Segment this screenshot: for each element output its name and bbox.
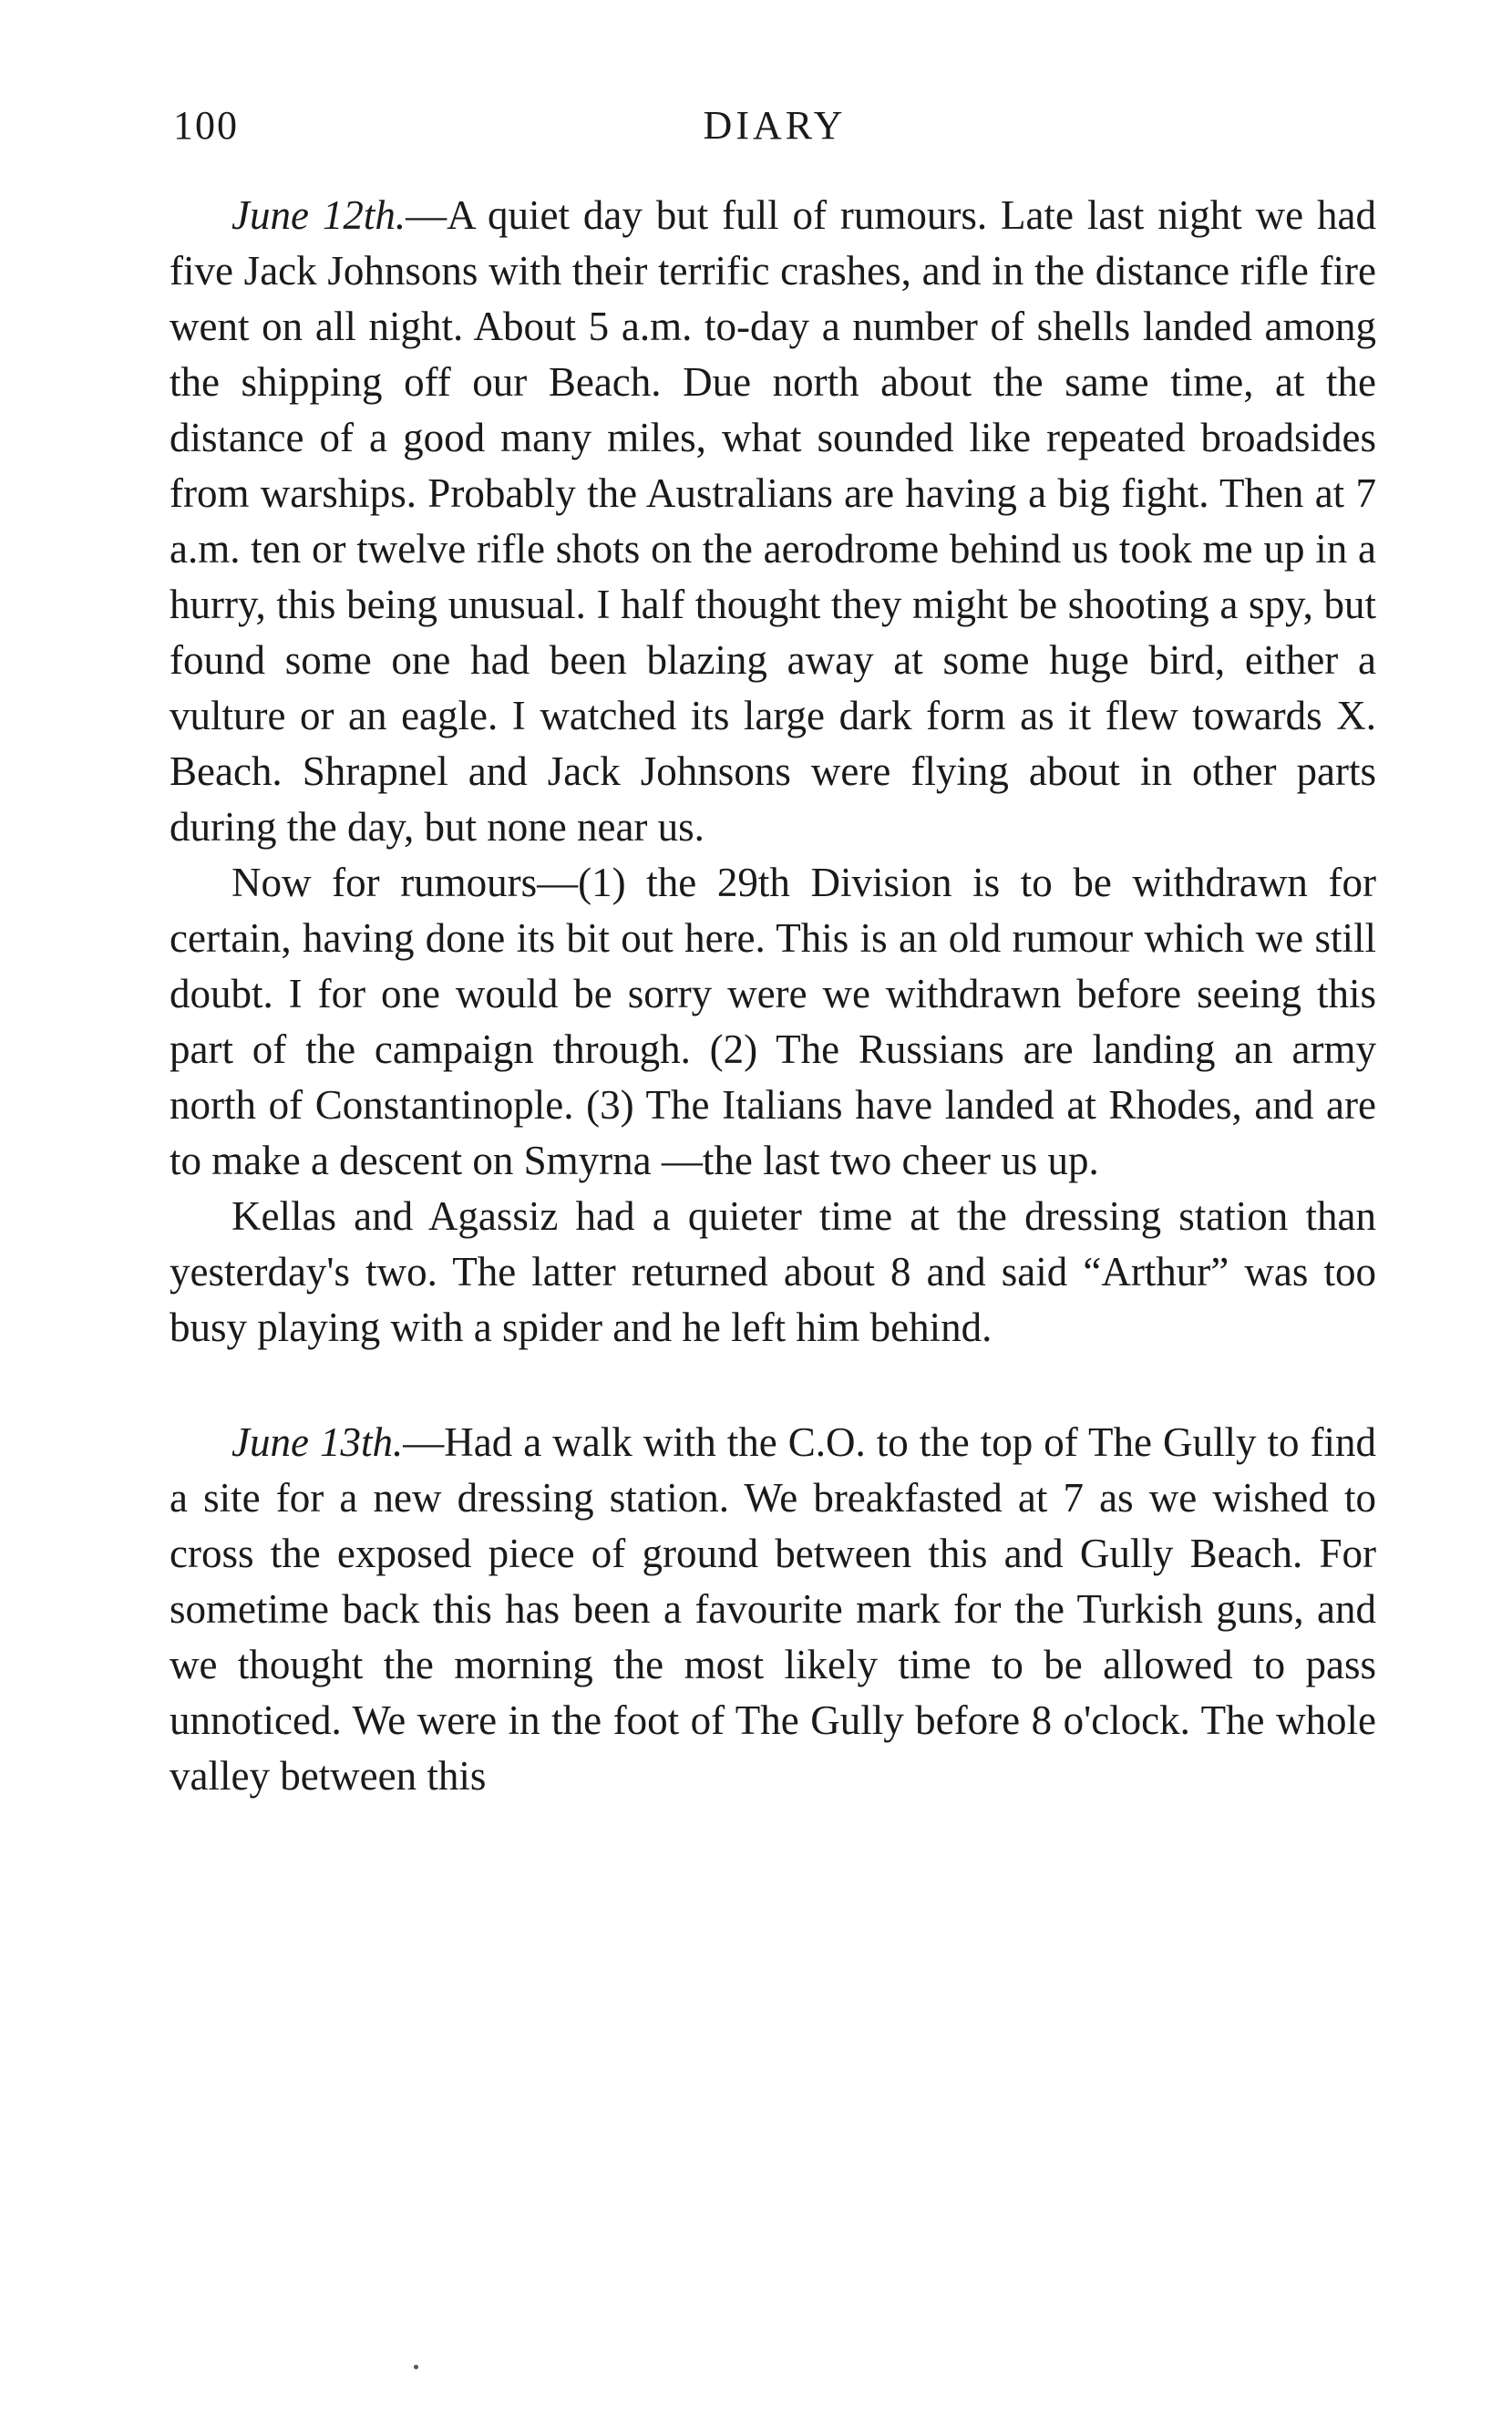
printer-dot-mark bbox=[414, 2365, 418, 2369]
running-title: DIARY bbox=[703, 103, 847, 148]
diary-paragraph bbox=[170, 1189, 1376, 1356]
page-header bbox=[173, 102, 1376, 157]
diary-paragraph bbox=[170, 1415, 1376, 1804]
paragraph-text: —A quiet day but full of rumours. Late last night we had five Jack Johnsons with their terrific crashes, and in the distance rifle fire went on all night. About 5 a.m. to-day a number of shells landed among the shipping off our Beach. Due north about the same time, at the distance of a good many miles, what sounded like repeated broadsides from warships. Probably the Australians are having a big fight. Then at 7 a.m. ten or twelve rifle shots on the aerodrome behind us took me up in a hurry, this being unusual. I half thought they might be shooting a spy, but found some one had been blazing away at some huge bird, either a vulture or an eagle. I watched its large dark form as it flew towards X. Beach. Shrapnel and Jack Johnsons were flying about in other parts during the day, but none near us. bbox=[170, 192, 1376, 850]
paragraph-text: Now for rumours—(1) the 29th Division is to be withdrawn for certain, having done its bit out here. This is an old rumour which we still doubt. I for one would be sorry were we withdrawn before seeing this part of the campaign through. (2) The Russians are landing an army north of Constantinople. (3) The Italians have landed at Rhodes, and are to make a descent on Smyrna —the last two cheer us up. bbox=[170, 860, 1376, 1183]
diary-paragraph bbox=[170, 188, 1376, 855]
paragraph-text: —Had a walk with the C.O. to the top of The Gully to find a site for a new dressing station. We breakfasted at 7 as we wished to cross the exposed piece of ground between this and Gully Beach. For sometime back this has been a favourite mark for the Turkish guns, and we thought the morning the most likely time to be allowed to pass unnoticed. We were in the foot of The Gully before 8 o'clock. The whole valley between this bbox=[170, 1419, 1377, 1799]
page-number: 100 bbox=[173, 103, 239, 148]
diary-paragraph bbox=[170, 855, 1376, 1189]
diary-body bbox=[170, 188, 1376, 1804]
entry-date: June 12th. bbox=[231, 192, 406, 238]
entry-date: June 13th. bbox=[231, 1419, 404, 1465]
entry-separator bbox=[170, 1356, 1376, 1415]
paragraph-text: Kellas and Agassiz had a quieter time at the dressing station than yesterday's two. The latter returned about 8 and said “Arthur” was too busy playing with a spider and he left him behind. bbox=[170, 1193, 1376, 1350]
